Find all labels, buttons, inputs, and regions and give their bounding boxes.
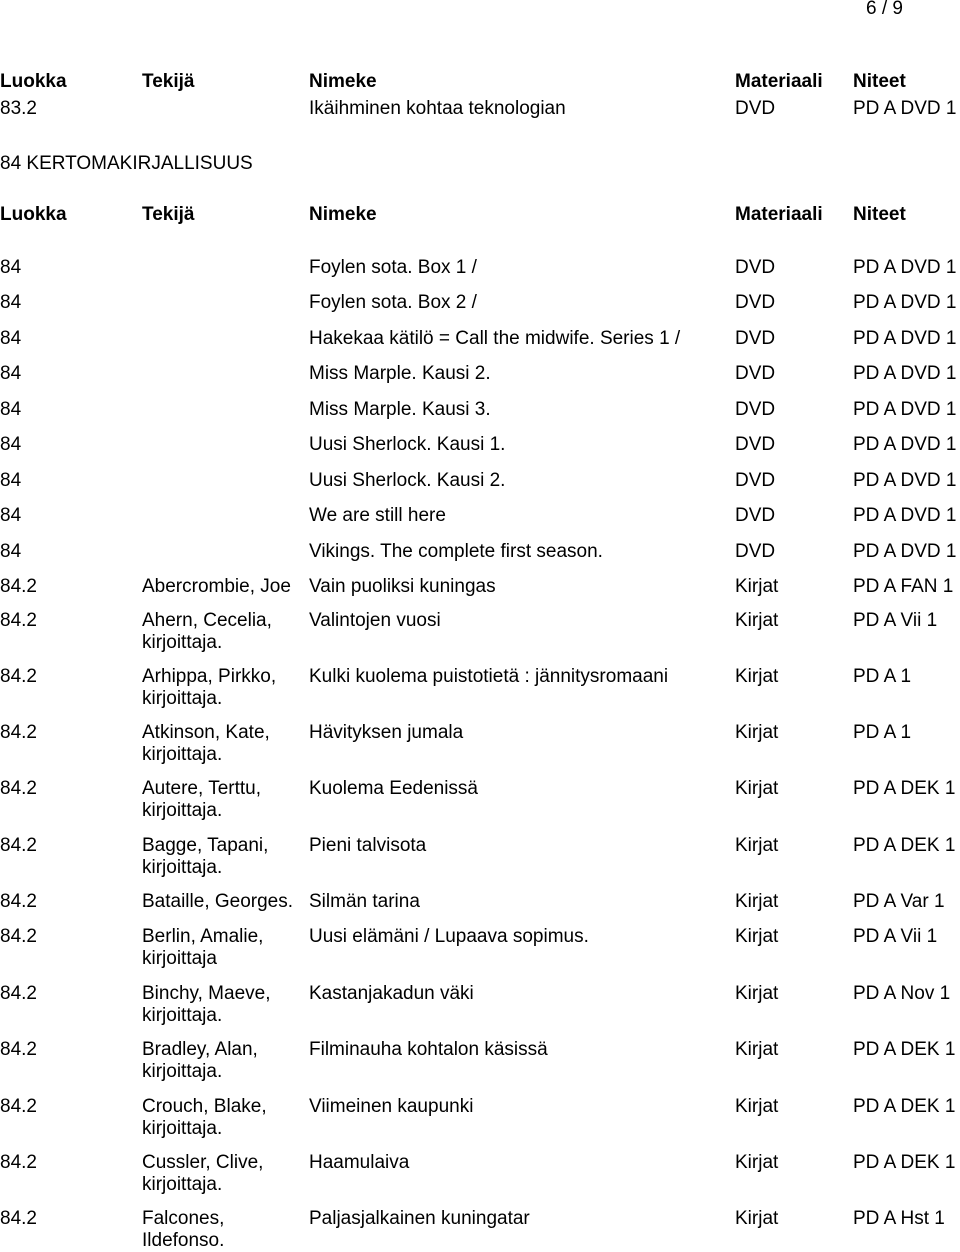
cell-luokka: 84 <box>0 470 22 491</box>
author-name: Bradley, Alan, <box>142 1039 258 1060</box>
cell-tekija <box>142 778 261 822</box>
author-name: Abercrombie, Joe <box>142 576 291 597</box>
cell-niteet: PD A Vii 1 <box>853 610 938 631</box>
cell-nimeke: Filminauha kohtalon käsissä <box>309 1039 548 1060</box>
cell-luokka: 84 <box>0 257 22 278</box>
cell-niteet: PD A DVD 1 <box>853 399 957 420</box>
cell-nimeke: Paljasjalkainen kuningatar <box>309 1208 530 1229</box>
cell-niteet: PD A DEK 1 <box>853 778 956 799</box>
cell-materiaali: DVD <box>735 470 776 491</box>
author-role: kirjoittaja. <box>142 800 223 821</box>
cell-tekija <box>142 1152 263 1196</box>
author-role: Ildefonso. <box>142 1230 225 1251</box>
cell-nimeke: Kulki kuolema puistotietä : jännitysromaani <box>309 666 669 687</box>
cell-niteet: PD A DVD 1 <box>853 257 957 278</box>
cell-materiaali: DVD <box>735 328 776 349</box>
section-title: 84 KERTOMAKIRJALLISUUS <box>0 153 253 174</box>
cell-nimeke: Haamulaiva <box>309 1152 410 1173</box>
cell-luokka: 84 <box>0 434 22 455</box>
cell-nimeke: Viimeinen kaupunki <box>309 1096 474 1117</box>
cell-nimeke: Uusi elämäni / Lupaava sopimus. <box>309 926 589 947</box>
cell-luokka: 84.2 <box>0 1208 37 1229</box>
author-role: kirjoittaja. <box>142 1118 223 1139</box>
cell-materiaali: DVD <box>735 505 776 526</box>
header-nimeke: Nimeke <box>309 71 377 92</box>
cell-niteet: PD A DVD 1 <box>853 434 957 455</box>
author-name: Atkinson, Kate, <box>142 722 270 743</box>
header-luokka: Luokka <box>0 71 67 92</box>
page-number: 6 / 9 <box>866 0 903 19</box>
cell-niteet: PD A DVD 1 <box>853 470 957 491</box>
author-name: Ahern, Cecelia, <box>142 610 272 631</box>
author-role: kirjoittaja. <box>142 1061 223 1082</box>
cell-niteet: PD A DVD 1 <box>853 363 957 384</box>
cell-nimeke: Miss Marple. Kausi 2. <box>309 363 491 384</box>
cell-niteet: PD A 1 <box>853 666 912 687</box>
cell-niteet: PD A Vii 1 <box>853 926 938 947</box>
cell-nimeke: Hävityksen jumala <box>309 722 464 743</box>
cell-niteet: PD A DVD 1 <box>853 541 957 562</box>
cell-niteet: PD A DVD 1 <box>853 292 957 313</box>
cell-tekija <box>142 1039 258 1083</box>
cell-nimeke: Valintojen vuosi <box>309 610 441 631</box>
cell-niteet: PD A FAN 1 <box>853 576 954 597</box>
cell-nimeke: Ikäihminen kohtaa teknologian <box>309 98 566 119</box>
cell-materiaali: Kirjat <box>735 1039 779 1060</box>
author-role: kirjoittaja. <box>142 1174 223 1195</box>
cell-materiaali: Kirjat <box>735 1152 779 1173</box>
cell-nimeke: Foylen sota. Box 1 / <box>309 257 477 278</box>
cell-materiaali: Kirjat <box>735 666 779 687</box>
cell-materiaali: Kirjat <box>735 1096 779 1117</box>
cell-materiaali: Kirjat <box>735 835 779 856</box>
cell-niteet: PD A Var 1 <box>853 891 945 912</box>
cell-luokka: 84.2 <box>0 926 37 947</box>
author-name: Arhippa, Pirkko, <box>142 666 277 687</box>
cell-niteet: PD A DEK 1 <box>853 835 956 856</box>
cell-materiaali: DVD <box>735 541 776 562</box>
cell-materiaali: DVD <box>735 257 776 278</box>
cell-materiaali: Kirjat <box>735 576 779 597</box>
cell-nimeke: Hakekaa kätilö = Call the midwife. Series 1 / <box>309 328 681 349</box>
cell-nimeke: Vain puoliksi kuningas <box>309 576 496 597</box>
cell-luokka: 84 <box>0 505 22 526</box>
cell-tekija <box>142 1096 267 1140</box>
author-role: kirjoittaja <box>142 948 217 969</box>
cell-tekija <box>142 666 276 710</box>
cell-luokka: 84.2 <box>0 983 37 1004</box>
header-tekija: Tekijä <box>142 71 195 92</box>
cell-tekija <box>142 891 293 913</box>
cell-nimeke: Foylen sota. Box 2 / <box>309 292 477 313</box>
cell-materiaali: DVD <box>735 399 776 420</box>
cell-materiaali: Kirjat <box>735 926 779 947</box>
cell-luokka: 84 <box>0 328 22 349</box>
cell-materiaali: Kirjat <box>735 891 779 912</box>
cell-luokka: 84 <box>0 541 22 562</box>
cell-niteet: PD A DEK 1 <box>853 1039 956 1060</box>
cell-materiaali: Kirjat <box>735 778 779 799</box>
cell-materiaali: Kirjat <box>735 722 779 743</box>
cell-luokka: 84.2 <box>0 778 37 799</box>
author-name: Bataille, Georges. <box>142 891 294 912</box>
author-name: Binchy, Maeve, <box>142 983 271 1004</box>
cell-niteet: PD A Nov 1 <box>853 983 951 1004</box>
cell-tekija <box>142 983 270 1027</box>
cell-luokka: 84.2 <box>0 1039 37 1060</box>
cell-nimeke: Kuolema Eedenissä <box>309 778 478 799</box>
cell-nimeke: Silmän tarina <box>309 891 420 912</box>
cell-luokka: 84.2 <box>0 722 37 743</box>
cell-luokka: 84.2 <box>0 576 37 597</box>
cell-niteet: PD A DVD 1 <box>853 98 957 119</box>
cell-tekija <box>142 926 263 970</box>
header-luokka: Luokka <box>0 204 67 225</box>
header-nimeke: Nimeke <box>309 204 377 225</box>
author-role: kirjoittaja. <box>142 688 223 709</box>
cell-tekija <box>142 835 268 879</box>
cell-nimeke: Uusi Sherlock. Kausi 1. <box>309 434 506 455</box>
cell-luokka: 84 <box>0 292 22 313</box>
cell-nimeke: We are still here <box>309 505 446 526</box>
author-name: Bagge, Tapani, <box>142 835 269 856</box>
cell-luokka: 84.2 <box>0 1096 37 1117</box>
author-name: Crouch, Blake, <box>142 1096 267 1117</box>
cell-nimeke: Vikings. The complete first season. <box>309 541 603 562</box>
header-materiaali: Materiaali <box>735 204 823 225</box>
cell-tekija <box>142 576 291 598</box>
author-role: kirjoittaja. <box>142 1005 223 1026</box>
cell-luokka: 84.2 <box>0 1152 37 1173</box>
cell-materiaali: DVD <box>735 292 776 313</box>
cell-tekija <box>142 1208 224 1252</box>
cell-niteet: PD A 1 <box>853 722 912 743</box>
cell-luokka: 84 <box>0 399 22 420</box>
cell-nimeke: Pieni talvisota <box>309 835 427 856</box>
author-role: kirjoittaja. <box>142 632 223 653</box>
header-niteet: Niteet <box>853 71 906 92</box>
cell-luokka: 84.2 <box>0 835 37 856</box>
cell-luokka: 84.2 <box>0 891 37 912</box>
cell-luokka: 84.2 <box>0 666 37 687</box>
cell-nimeke: Uusi Sherlock. Kausi 2. <box>309 470 506 491</box>
header-niteet: Niteet <box>853 204 906 225</box>
header-materiaali: Materiaali <box>735 71 823 92</box>
cell-materiaali: Kirjat <box>735 610 779 631</box>
cell-niteet: PD A DEK 1 <box>853 1152 956 1173</box>
cell-nimeke: Miss Marple. Kausi 3. <box>309 399 491 420</box>
cell-luokka: 84 <box>0 363 22 384</box>
cell-niteet: PD A DVD 1 <box>853 505 957 526</box>
cell-materiaali: Kirjat <box>735 1208 779 1229</box>
author-name: Falcones, <box>142 1208 225 1229</box>
cell-niteet: PD A Hst 1 <box>853 1208 945 1229</box>
author-name: Autere, Terttu, <box>142 778 261 799</box>
cell-materiaali: DVD <box>735 98 776 119</box>
author-role: kirjoittaja. <box>142 857 223 878</box>
cell-luokka: 84.2 <box>0 610 37 631</box>
header-tekija: Tekijä <box>142 204 195 225</box>
cell-luokka: 83.2 <box>0 98 37 119</box>
cell-materiaali: DVD <box>735 363 776 384</box>
author-name: Cussler, Clive, <box>142 1152 264 1173</box>
author-name: Berlin, Amalie, <box>142 926 264 947</box>
cell-materiaali: DVD <box>735 434 776 455</box>
cell-tekija <box>142 722 270 766</box>
cell-nimeke: Kastanjakadun väki <box>309 983 474 1004</box>
cell-niteet: PD A DVD 1 <box>853 328 957 349</box>
cell-tekija <box>142 610 272 654</box>
cell-niteet: PD A DEK 1 <box>853 1096 956 1117</box>
cell-materiaali: Kirjat <box>735 983 779 1004</box>
author-role: kirjoittaja. <box>142 744 223 765</box>
